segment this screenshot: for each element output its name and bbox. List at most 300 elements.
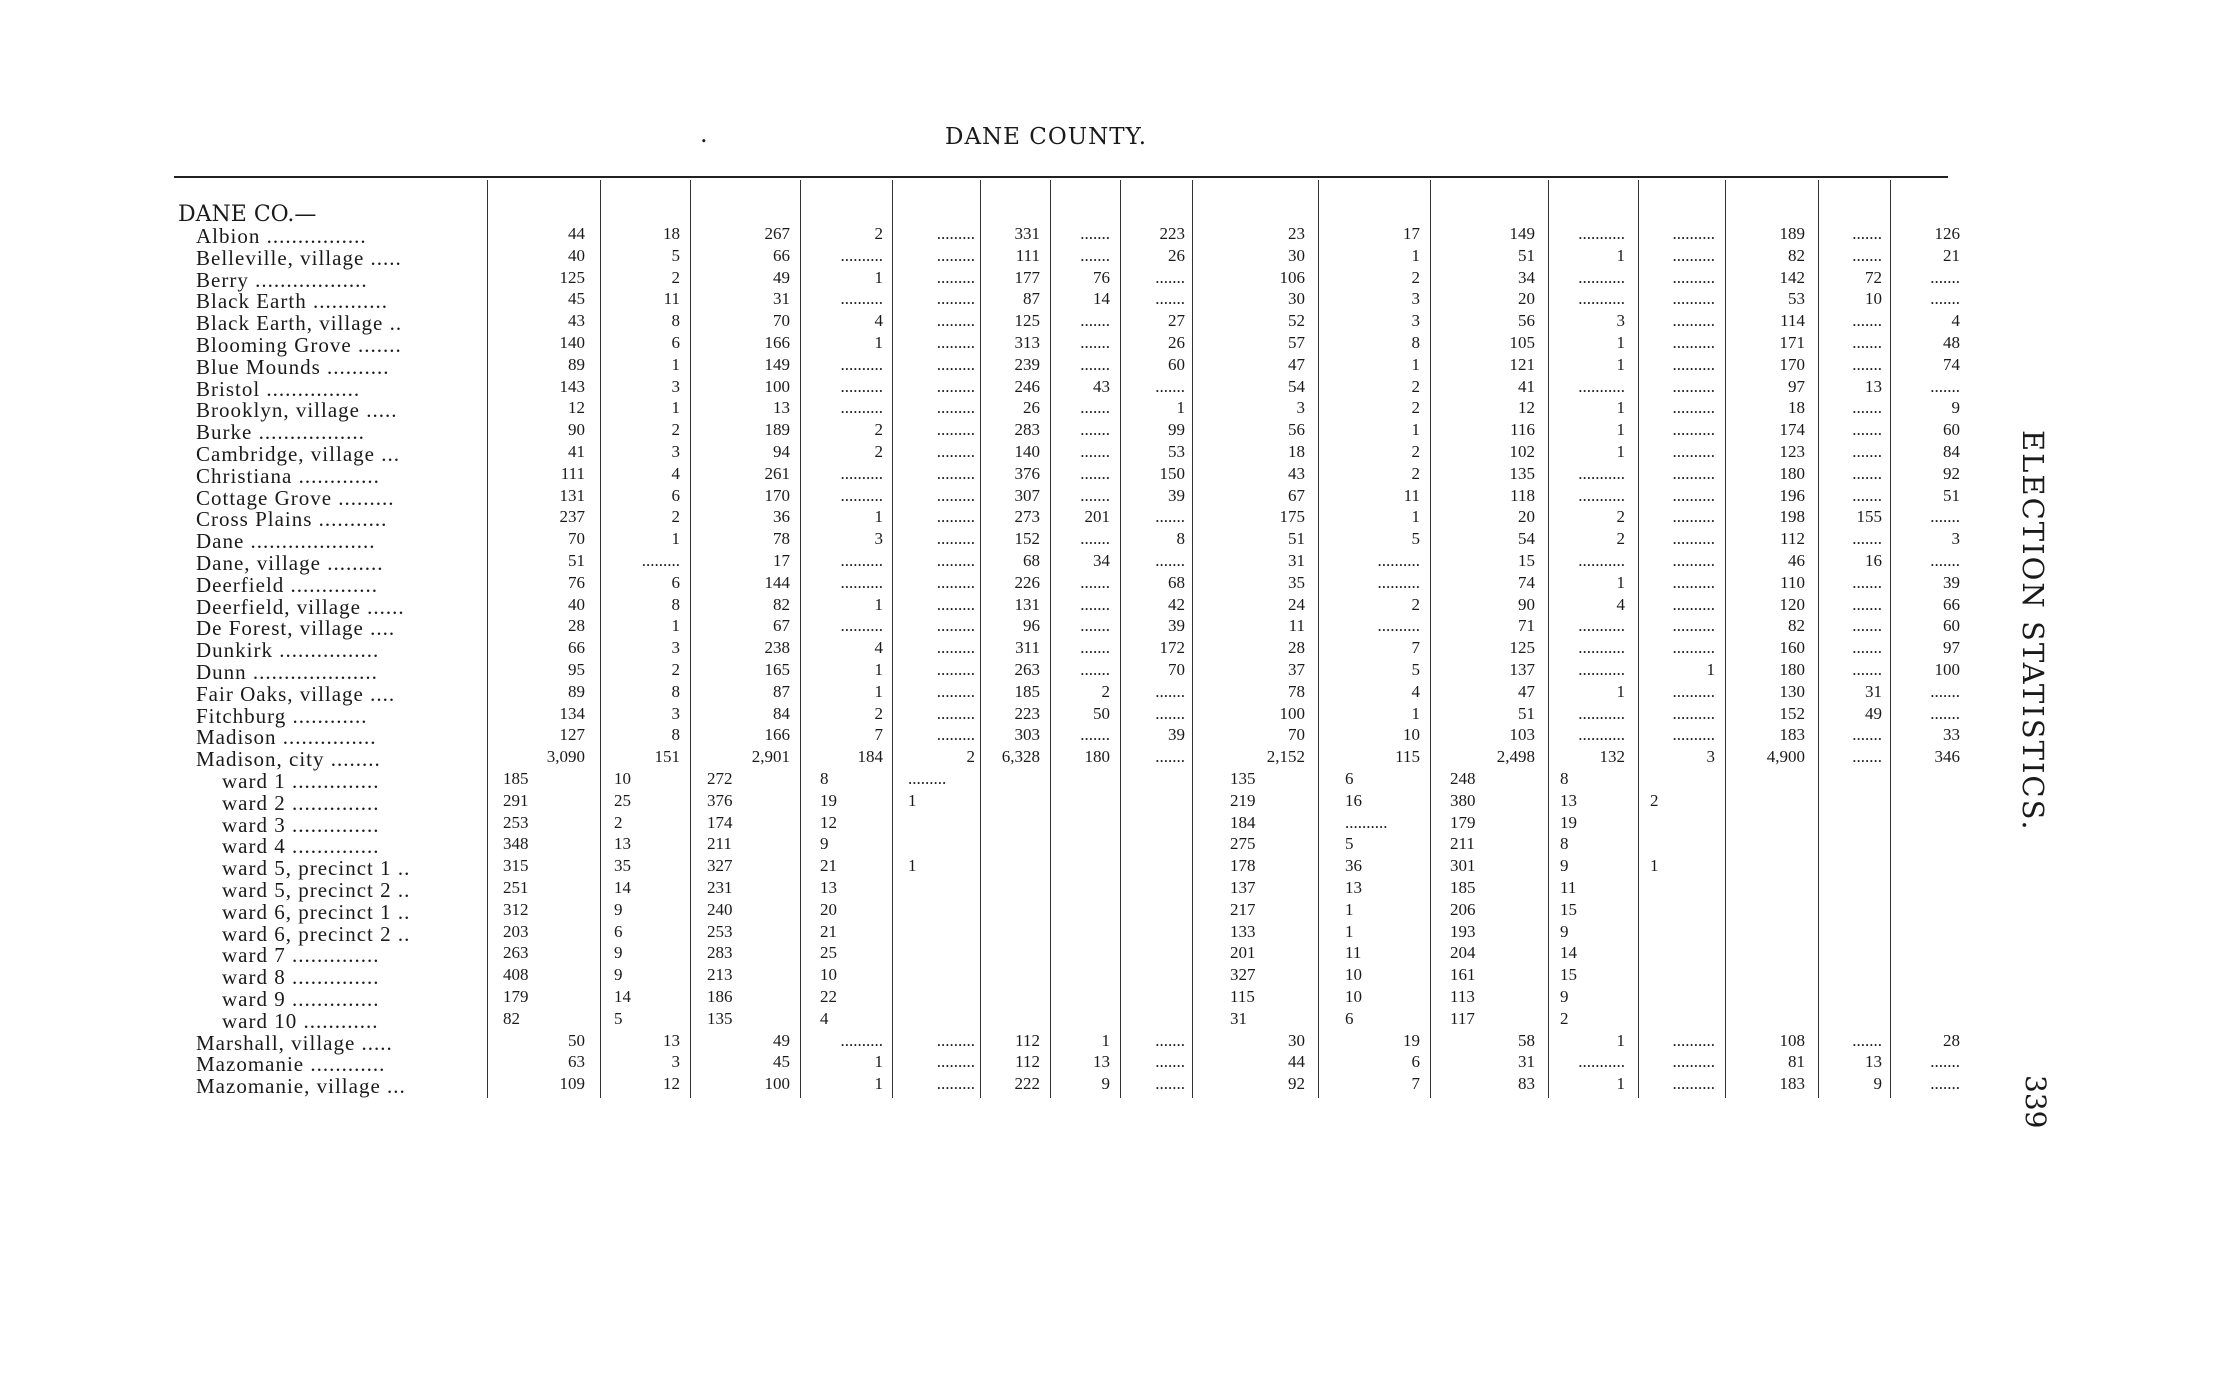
table-cell: ....... <box>1080 595 1110 614</box>
table-cell: 54 <box>1518 529 1535 548</box>
table-cell: ........... <box>1578 725 1625 744</box>
table-cell: 2 <box>1616 507 1625 526</box>
table-cell: 25 <box>614 791 631 810</box>
table-cell: ....... <box>1852 660 1882 679</box>
table-row <box>0 747 2218 769</box>
table-cell: 51 <box>1518 704 1535 723</box>
table-cell: 1 <box>671 616 680 635</box>
table-cell: 2,901 <box>751 747 790 766</box>
table-cell: 78 <box>1288 682 1305 701</box>
table-cell: 193 <box>1450 922 1476 941</box>
table-cell: 121 <box>1509 355 1535 374</box>
table-cell: 60 <box>1943 420 1960 439</box>
table-cell: 8 <box>1176 529 1185 548</box>
table-cell: 14 <box>614 878 631 897</box>
table-cell: 4 <box>874 638 883 657</box>
table-cell: 237 <box>559 507 585 526</box>
table-cell: 172 <box>1159 638 1185 657</box>
table-cell: 11 <box>663 289 680 308</box>
table-cell: 275 <box>1230 834 1256 853</box>
table-cell: ......... <box>936 486 975 505</box>
table-cell: 2 <box>671 660 680 679</box>
row-name: Deerfield .............. <box>196 573 379 597</box>
table-cell: 3 <box>1616 311 1625 330</box>
table-cell: 183 <box>1779 1074 1805 1093</box>
table-cell: ......... <box>936 224 975 243</box>
row-name: Mazomanie, village ... <box>196 1074 406 1098</box>
table-cell: 3 <box>1411 289 1420 308</box>
ward-name: ward 5, precinct 2 .. <box>222 878 411 902</box>
table-cell: 283 <box>1014 420 1040 439</box>
table-cell: 1 <box>1616 333 1625 352</box>
table-cell: ....... <box>1080 573 1110 592</box>
table-cell: 4,900 <box>1766 747 1805 766</box>
table-cell: 2 <box>1411 464 1420 483</box>
table-cell: 35 <box>614 856 631 875</box>
table-cell: .......... <box>1672 616 1715 635</box>
table-cell: ....... <box>1155 268 1185 287</box>
table-cell: 2,498 <box>1496 747 1535 766</box>
table-cell: 203 <box>503 922 529 941</box>
table-row <box>0 965 2218 987</box>
table-cell: 2 <box>1411 268 1420 287</box>
table-cell: 94 <box>773 442 790 461</box>
table-cell: ......... <box>908 769 947 788</box>
table-cell: 223 <box>1014 704 1040 723</box>
table-cell: ....... <box>1155 507 1185 526</box>
table-cell: 376 <box>707 791 733 810</box>
table-cell: 84 <box>1943 442 1960 461</box>
table-cell: ........... <box>1578 289 1625 308</box>
table-cell: 8 <box>671 725 680 744</box>
table-cell: .......... <box>1377 551 1420 570</box>
table-cell: 11 <box>1560 878 1577 897</box>
table-row <box>0 834 2218 856</box>
table-cell: ......... <box>936 355 975 374</box>
table-cell: 63 <box>568 1052 585 1071</box>
table-cell: 1 <box>908 791 917 810</box>
table-cell: 9 <box>1560 856 1569 875</box>
table-cell: .......... <box>1672 573 1715 592</box>
table-cell: ....... <box>1080 442 1110 461</box>
row-name: Cross Plains ........... <box>196 507 388 531</box>
table-cell: 31 <box>1865 682 1882 701</box>
table-cell: 6,328 <box>1001 747 1040 766</box>
table-row <box>0 769 2218 791</box>
table-cell: ....... <box>1080 464 1110 483</box>
table-cell: 9 <box>1101 1074 1110 1093</box>
table-cell: 12 <box>568 398 585 417</box>
table-cell: 11 <box>1403 486 1420 505</box>
table-cell: .......... <box>840 464 883 483</box>
table-row <box>0 813 2218 835</box>
table-cell: 9 <box>614 943 623 962</box>
table-cell: 2 <box>1411 442 1420 461</box>
table-cell: ....... <box>1080 246 1110 265</box>
table-cell: 34 <box>1518 268 1535 287</box>
table-cell: ....... <box>1155 377 1185 396</box>
table-cell: ....... <box>1852 486 1882 505</box>
table-cell: 140 <box>559 333 585 352</box>
table-cell: 19 <box>820 791 837 810</box>
table-row <box>0 486 2218 508</box>
table-cell: 211 <box>707 834 732 853</box>
table-cell: 253 <box>503 813 529 832</box>
table-cell: 87 <box>1023 289 1040 308</box>
table-cell: 17 <box>773 551 790 570</box>
table-cell: 115 <box>1395 747 1420 766</box>
table-cell: 1 <box>874 660 883 679</box>
row-name: Belleville, village ..... <box>196 246 402 270</box>
table-cell: .......... <box>1377 573 1420 592</box>
table-cell: 1 <box>908 856 917 875</box>
table-cell: ........... <box>1578 268 1625 287</box>
table-cell: 196 <box>1779 486 1805 505</box>
table-row <box>0 725 2218 747</box>
table-cell: 97 <box>1788 377 1805 396</box>
table-cell: 9 <box>820 834 829 853</box>
table-cell: 2 <box>874 420 883 439</box>
table-cell: 303 <box>1014 725 1040 744</box>
table-cell: 6 <box>671 573 680 592</box>
table-cell: ......... <box>936 289 975 308</box>
table-cell: ........... <box>1578 486 1625 505</box>
row-name: Marshall, village ..... <box>196 1031 393 1055</box>
table-cell: 15 <box>1560 900 1577 919</box>
table-cell: .......... <box>840 377 883 396</box>
table-cell: 179 <box>1450 813 1476 832</box>
table-row <box>0 464 2218 486</box>
table-cell: 9 <box>1560 922 1569 941</box>
table-row <box>0 595 2218 617</box>
table-cell: 170 <box>1779 355 1805 374</box>
table-cell: 39 <box>1168 725 1185 744</box>
table-cell: 100 <box>764 377 790 396</box>
table-cell: 8 <box>820 769 829 788</box>
table-cell: 4 <box>671 464 680 483</box>
table-cell: 5 <box>1411 660 1420 679</box>
table-cell: ....... <box>1080 333 1110 352</box>
table-cell: 20 <box>1518 507 1535 526</box>
table-cell: .......... <box>1672 725 1715 744</box>
table-cell: 253 <box>707 922 733 941</box>
table-row <box>0 246 2218 268</box>
table-cell: ........... <box>1578 704 1625 723</box>
table-cell: 68 <box>1168 573 1185 592</box>
ward-name: ward 8 .............. <box>222 965 380 989</box>
table-cell: 1 <box>1616 246 1625 265</box>
table-row <box>0 311 2218 333</box>
table-cell: .......... <box>1672 355 1715 374</box>
table-cell: ....... <box>1155 704 1185 723</box>
table-cell: 132 <box>1599 747 1625 766</box>
table-cell: 12 <box>663 1074 680 1093</box>
table-cell: 15 <box>1518 551 1535 570</box>
table-cell: 2 <box>671 268 680 287</box>
table-cell: ......... <box>641 551 680 570</box>
table-cell: 96 <box>1023 616 1040 635</box>
table-cell: 87 <box>773 682 790 701</box>
table-cell: ......... <box>936 573 975 592</box>
table-cell: 174 <box>707 813 733 832</box>
table-cell: 108 <box>1779 1031 1805 1050</box>
row-name: Madison ............... <box>196 725 377 749</box>
table-cell: ....... <box>1852 442 1882 461</box>
table-cell: ....... <box>1080 638 1110 657</box>
table-cell: 2 <box>1411 595 1420 614</box>
table-cell: ....... <box>1852 616 1882 635</box>
ward-name: ward 1 .............. <box>222 769 380 793</box>
table-cell: 100 <box>764 1074 790 1093</box>
table-cell: 206 <box>1450 900 1476 919</box>
table-cell: 31 <box>1288 551 1305 570</box>
table-cell: ....... <box>1080 616 1110 635</box>
table-cell: ......... <box>936 398 975 417</box>
table-cell: 19 <box>1403 1031 1420 1050</box>
table-cell: 39 <box>1168 616 1185 635</box>
table-cell: 106 <box>1279 268 1305 287</box>
table-cell: 52 <box>1288 311 1305 330</box>
page-title: DANE COUNTY. <box>945 124 1148 150</box>
table-cell: .......... <box>840 1031 883 1050</box>
table-cell: 177 <box>1014 268 1040 287</box>
table-row <box>0 704 2218 726</box>
table-cell: .......... <box>1672 377 1715 396</box>
table-cell: 1 <box>1616 442 1625 461</box>
table-cell: 82 <box>1788 246 1805 265</box>
table-cell: 126 <box>1934 224 1960 243</box>
table-cell: ....... <box>1930 1052 1960 1071</box>
table-row <box>0 791 2218 813</box>
table-cell: 8 <box>1560 769 1569 788</box>
table-cell: 92 <box>1943 464 1960 483</box>
ward-name: ward 2 .............. <box>222 791 380 815</box>
table-cell: 30 <box>1288 246 1305 265</box>
table-row <box>0 943 2218 965</box>
table-cell: ....... <box>1080 660 1110 679</box>
table-cell: 28 <box>568 616 585 635</box>
table-cell: ........... <box>1578 551 1625 570</box>
table-cell: .......... <box>1672 551 1715 570</box>
table-cell: ....... <box>1080 486 1110 505</box>
table-cell: 12 <box>820 813 837 832</box>
table-cell: 41 <box>1518 377 1535 396</box>
table-cell: 6 <box>671 333 680 352</box>
row-name: Cambridge, village ... <box>196 442 400 466</box>
table-cell: 1 <box>1411 246 1420 265</box>
table-cell: 9 <box>614 900 623 919</box>
table-cell: 113 <box>1450 987 1475 1006</box>
top-rule <box>174 176 1948 178</box>
table-cell: ....... <box>1155 289 1185 308</box>
table-cell: 105 <box>1509 333 1535 352</box>
table-cell: 312 <box>503 900 529 919</box>
table-row <box>0 1009 2218 1031</box>
table-cell: 239 <box>1014 355 1040 374</box>
table-cell: 2 <box>1650 791 1659 810</box>
table-row <box>0 878 2218 900</box>
table-cell: 263 <box>503 943 529 962</box>
table-cell: 267 <box>764 224 790 243</box>
table-cell: 1 <box>1411 420 1420 439</box>
table-cell: .......... <box>1672 289 1715 308</box>
table-cell: 204 <box>1450 943 1476 962</box>
table-cell: ......... <box>936 725 975 744</box>
table-cell: 51 <box>1288 529 1305 548</box>
table-cell: ....... <box>1852 420 1882 439</box>
table-cell: ......... <box>936 1074 975 1093</box>
table-cell: 125 <box>1014 311 1040 330</box>
table-cell: 27 <box>1168 311 1185 330</box>
table-cell: 165 <box>764 660 790 679</box>
table-cell: 8 <box>1411 333 1420 352</box>
table-cell: 13 <box>1865 377 1882 396</box>
table-cell: 313 <box>1014 333 1040 352</box>
table-cell: 283 <box>707 943 733 962</box>
table-cell: 22 <box>820 987 837 1006</box>
table-cell: ......... <box>936 551 975 570</box>
table-cell: .......... <box>1672 682 1715 701</box>
table-cell: 380 <box>1450 791 1476 810</box>
table-cell: 99 <box>1168 420 1185 439</box>
table-row <box>0 987 2218 1009</box>
table-cell: 120 <box>1779 595 1805 614</box>
table-cell: ....... <box>1080 725 1110 744</box>
table-cell: 5 <box>614 1009 623 1028</box>
table-cell: 408 <box>503 965 529 984</box>
table-row <box>0 529 2218 551</box>
table-row <box>0 1074 2218 1096</box>
table-cell: .......... <box>1672 333 1715 352</box>
table-cell: 103 <box>1509 725 1535 744</box>
row-name: Black Earth, village .. <box>196 311 403 335</box>
table-cell: 30 <box>1288 289 1305 308</box>
table-cell: 117 <box>1450 1009 1475 1028</box>
table-cell: 41 <box>568 442 585 461</box>
table-cell: 37 <box>1288 660 1305 679</box>
table-cell: 57 <box>1288 333 1305 352</box>
table-cell: 110 <box>1780 573 1805 592</box>
table-cell: 2 <box>874 224 883 243</box>
table-cell: 131 <box>1014 595 1040 614</box>
table-row <box>0 507 2218 529</box>
table-cell: 273 <box>1014 507 1040 526</box>
table-cell: 102 <box>1509 442 1535 461</box>
table-cell: ....... <box>1080 355 1110 374</box>
table-cell: 3 <box>671 704 680 723</box>
table-cell: 174 <box>1779 420 1805 439</box>
table-cell: 8 <box>671 595 680 614</box>
table-cell: 13 <box>773 398 790 417</box>
table-cell: 47 <box>1288 355 1305 374</box>
table-cell: 14 <box>1093 289 1110 308</box>
table-cell: 14 <box>1560 943 1577 962</box>
table-cell: 70 <box>1168 660 1185 679</box>
table-cell: 1 <box>874 333 883 352</box>
table-cell: 291 <box>503 791 529 810</box>
ward-name: ward 6, precinct 1 .. <box>222 900 411 924</box>
table-cell: 95 <box>568 660 585 679</box>
table-cell: 21 <box>820 922 837 941</box>
table-cell: 49 <box>773 268 790 287</box>
table-cell: 10 <box>1345 965 1362 984</box>
table-row <box>0 442 2218 464</box>
table-cell: 11 <box>1288 616 1305 635</box>
table-row <box>0 922 2218 944</box>
table-cell: 2 <box>1411 398 1420 417</box>
table-cell: 14 <box>614 987 631 1006</box>
table-cell: 7 <box>1411 638 1420 657</box>
table-cell: 185 <box>1450 878 1476 897</box>
row-name: Berry .................. <box>196 268 368 292</box>
table-cell: 112 <box>1015 1031 1040 1050</box>
table-cell: 9 <box>1951 398 1960 417</box>
table-cell: 248 <box>1450 769 1476 788</box>
table-cell: 11 <box>1345 943 1362 962</box>
row-name: Mazomanie ............ <box>196 1052 386 1076</box>
table-row <box>0 289 2218 311</box>
table-cell: 112 <box>1015 1052 1040 1071</box>
table-cell: 1 <box>874 682 883 701</box>
table-cell: 3 <box>1951 529 1960 548</box>
table-cell: 60 <box>1943 616 1960 635</box>
table-cell: 89 <box>568 682 585 701</box>
table-cell: 82 <box>1788 616 1805 635</box>
table-cell: 155 <box>1856 507 1882 526</box>
table-cell: 2 <box>1616 529 1625 548</box>
table-cell: 20 <box>1518 289 1535 308</box>
table-cell: 1 <box>1706 660 1715 679</box>
table-cell: 47 <box>1518 682 1535 701</box>
table-cell: .......... <box>1672 595 1715 614</box>
table-cell: 20 <box>820 900 837 919</box>
county-label: DANE CO.— <box>178 202 317 227</box>
table-cell: ....... <box>1930 268 1960 287</box>
table-cell: 140 <box>1014 442 1040 461</box>
table-cell: 39 <box>1943 573 1960 592</box>
table-cell: 135 <box>1230 769 1256 788</box>
table-cell: 92 <box>1288 1074 1305 1093</box>
table-cell: 1 <box>1345 922 1354 941</box>
table-cell: 125 <box>1509 638 1535 657</box>
table-cell: 111 <box>560 464 585 483</box>
table-cell: 44 <box>1288 1052 1305 1071</box>
table-cell: ....... <box>1852 573 1882 592</box>
table-cell: 180 <box>1779 660 1805 679</box>
table-cell: ........... <box>1578 377 1625 396</box>
row-name: Fitchburg ............ <box>196 704 368 728</box>
table-cell: ........... <box>1578 224 1625 243</box>
table-cell: 327 <box>707 856 733 875</box>
table-cell: 1 <box>1616 682 1625 701</box>
table-cell: 36 <box>1345 856 1362 875</box>
table-cell: ......... <box>936 704 975 723</box>
table-cell: 89 <box>568 355 585 374</box>
table-cell: ....... <box>1080 224 1110 243</box>
table-cell: 144 <box>764 573 790 592</box>
table-cell: 1 <box>874 1052 883 1071</box>
table-cell: ....... <box>1930 682 1960 701</box>
table-cell: 40 <box>568 595 585 614</box>
table-cell: 34 <box>1093 551 1110 570</box>
table-cell: 5 <box>671 246 680 265</box>
table-cell: 51 <box>1943 486 1960 505</box>
table-cell: 90 <box>1518 595 1535 614</box>
table-cell: 1 <box>1616 573 1625 592</box>
table-cell: 3 <box>671 377 680 396</box>
table-cell: ......... <box>936 595 975 614</box>
table-cell: 40 <box>568 246 585 265</box>
